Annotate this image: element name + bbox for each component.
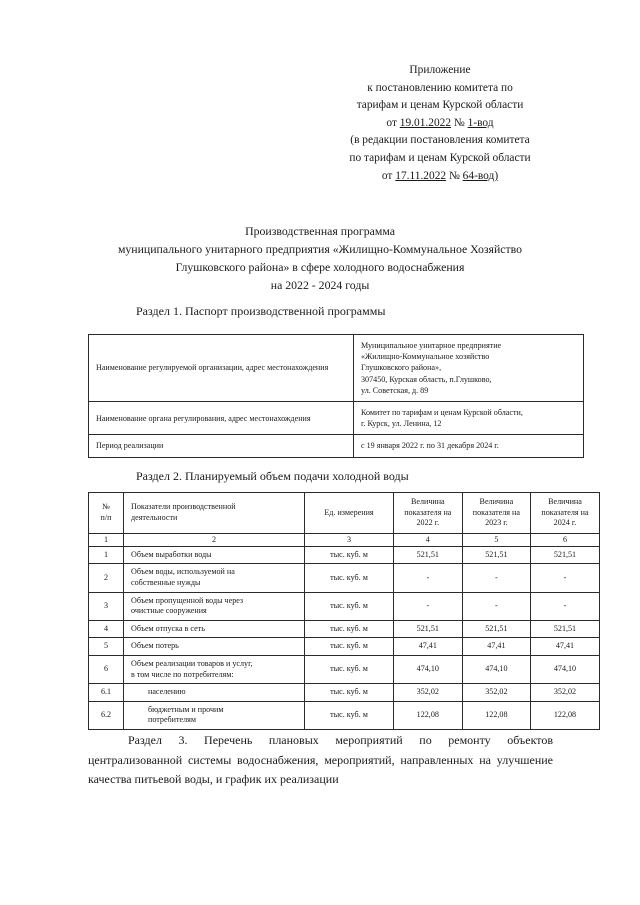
appendix-header [300, 62, 580, 185]
value-cell-2023: 352,02 [462, 684, 531, 702]
value-cell-2024: 352,02 [531, 684, 600, 702]
unit-cell: тыс. куб. м [305, 655, 394, 683]
value-cell-2024: 521,51 [531, 546, 600, 564]
value-cell-2022: - [394, 592, 463, 620]
value-cell-2023: - [462, 564, 531, 592]
value-cell-2024: 521,51 [531, 620, 600, 638]
table-row [89, 402, 584, 435]
column-header-2023 [462, 493, 531, 534]
table-row [89, 564, 600, 592]
row-number-cell: 5 [89, 638, 124, 656]
column-header-2022 [394, 493, 463, 534]
indicator-name-line: Объем пропущенной воды через [131, 595, 244, 605]
indicator-name-line: Объем потерь [131, 641, 179, 651]
column-number-cell: 4 [394, 533, 463, 546]
value-cell-2022: 474,10 [394, 655, 463, 683]
column-header-line: Величина [479, 497, 514, 506]
appendix-header-line [300, 97, 580, 115]
appendix-header-line [300, 80, 580, 98]
appendix-header-line [300, 168, 580, 186]
table-row [89, 684, 600, 702]
table-row [89, 655, 600, 683]
underlined-text: 17.11.2022 [395, 169, 447, 182]
row-number-cell: 2 [89, 564, 124, 592]
indicator-name-line: Объем отпуска в сеть [131, 623, 205, 633]
header-text: от [386, 116, 400, 129]
unit-cell: тыс. куб. м [305, 701, 394, 729]
appendix-header-line [300, 115, 580, 133]
section-2-heading: Раздел 2. Планируемый объем подачи холодной воды [136, 469, 409, 483]
value-cell-2022: 521,51 [394, 546, 463, 564]
indicator-name-cell [124, 638, 305, 656]
column-header-line: деятельности [131, 512, 178, 522]
column-header-unit [305, 493, 394, 534]
document-title-line: муниципального унитарного предприятия «Жилищно-Коммунальное Хозяйство [117, 242, 523, 256]
indicator-name-line: бюджетным и прочим [148, 704, 224, 714]
value-cell-2023: 122,08 [462, 701, 531, 729]
header-text: по тарифам и ценам Курской области [349, 151, 531, 164]
column-header-line: показателя на [472, 507, 520, 517]
value-cell-2024: - [531, 564, 600, 592]
value-cell-2022: 122,08 [394, 701, 463, 729]
value-cell-2023: 521,51 [462, 546, 531, 564]
column-number-row [89, 533, 600, 546]
underlined-text: 64-вод) [462, 169, 499, 182]
row-number-cell: 6 [89, 655, 124, 683]
indicator-name-line: населению [148, 687, 186, 697]
table-row [89, 335, 584, 402]
passport-value-cell [354, 435, 584, 457]
underlined-text: 19.01.2022 [399, 116, 452, 129]
column-header-line: Показатели производственной [131, 502, 236, 512]
unit-cell: тыс. куб. м [305, 592, 394, 620]
indicator-name-line: Объем воды, используемой на [131, 567, 235, 577]
passport-value-cell [354, 402, 584, 435]
header-text: № [446, 169, 463, 182]
table-row [89, 435, 584, 457]
column-header-line: Величина [410, 497, 445, 506]
indicator-name-cell [124, 564, 305, 592]
header-text: № [451, 116, 468, 129]
value-cell-2024: 122,08 [531, 701, 600, 729]
indicator-name-cell [124, 701, 305, 729]
table-row [89, 701, 600, 729]
passport-value-line: «Жилищно-Коммунальное хозяйство [361, 352, 490, 362]
indicator-name-line: потребителям [148, 715, 197, 725]
row-number-cell: 4 [89, 620, 124, 638]
table-header-row [89, 493, 600, 534]
table-row [89, 638, 600, 656]
row-number-cell: 6.1 [89, 684, 124, 702]
passport-label-cell: Наименование органа регулирования, адрес местонахождения [89, 402, 354, 435]
column-number-cell: 6 [531, 533, 600, 546]
passport-value-line: г. Курск, ул. Ленина, 12 [361, 419, 442, 429]
row-number-cell: 3 [89, 592, 124, 620]
table-row [89, 546, 600, 564]
table-row [89, 592, 600, 620]
passport-value-line: Муниципальное унитарное предприятие [361, 341, 502, 350]
column-header-line: № [102, 502, 110, 512]
value-cell-2024: 474,10 [531, 655, 600, 683]
column-header-line: 2024 г. [553, 518, 577, 528]
appendix-header-line [300, 62, 580, 80]
value-cell-2022: 521,51 [394, 620, 463, 638]
value-cell-2024: - [531, 592, 600, 620]
column-header-2024 [531, 493, 600, 534]
indicator-name-line: Объем реализации товаров и услуг, [131, 658, 253, 668]
unit-cell: тыс. куб. м [305, 620, 394, 638]
header-text: (в редакции постановления комитета [350, 134, 530, 147]
value-cell-2023: 47,41 [462, 638, 531, 656]
value-cell-2023: 474,10 [462, 655, 531, 683]
header-text: тарифам и ценам Курской области [356, 99, 524, 112]
column-number-cell: 3 [305, 533, 394, 546]
column-number-cell: 1 [89, 533, 124, 546]
indicator-name-line: очистные сооружения [131, 606, 207, 616]
passport-value-line: 307450, Курская область, п.Глушково, [361, 374, 492, 384]
table-row [89, 620, 600, 638]
value-cell-2022: - [394, 564, 463, 592]
column-header-line: п/п [100, 512, 112, 522]
unit-cell: тыс. куб. м [305, 638, 394, 656]
header-text: Приложение [409, 64, 471, 76]
appendix-header-line [300, 150, 580, 168]
column-header-number [89, 493, 124, 534]
section-1-heading: Раздел 1. Паспорт производственной программы [136, 304, 386, 318]
section-3-paragraph: Раздел 3. Перечень плановых мероприятий по ремонту объектов централизованной системы водоснабжения, мероприятий, направленных на улучшение качества питьевой воды, и график их реализации [88, 733, 553, 786]
unit-cell: тыс. куб. м [305, 564, 394, 592]
passport-label-cell: Наименование регулируемой организации, адрес местонахождения [89, 335, 354, 402]
row-number-cell: 1 [89, 546, 124, 564]
document-title [40, 222, 600, 294]
column-header-line: 2022 г. [416, 518, 440, 528]
value-cell-2022: 352,02 [394, 684, 463, 702]
column-header-line: Величина [548, 497, 582, 506]
volume-table [88, 492, 600, 730]
header-text: от [381, 169, 396, 182]
column-number-cell: 5 [462, 533, 531, 546]
value-cell-2023: 521,51 [462, 620, 531, 638]
passport-value-line: ул. Советская, д. 89 [361, 385, 429, 395]
passport-value-line: Глушковского района», [361, 363, 442, 373]
column-header-line: 2023 г. [485, 518, 508, 528]
indicator-name-line: Объем выработки воды [131, 549, 212, 559]
header-text: к постановлению комитета по [367, 81, 513, 94]
column-header-line: показателя на [541, 507, 589, 517]
indicator-name-cell [124, 620, 305, 638]
passport-value-line: с 19 января 2022 г. по 31 декабря 2024 г. [361, 441, 499, 451]
document-title-line: Глушковского района» в сфере холодного водоснабжения [175, 260, 465, 274]
document-title-line: на 2022 - 2024 годы [270, 278, 370, 292]
passport-table [88, 334, 584, 458]
underlined-text: 1-вод [467, 116, 494, 129]
value-cell-2022: 47,41 [394, 638, 463, 656]
indicator-name-cell [124, 546, 305, 564]
indicator-name-cell [124, 592, 305, 620]
value-cell-2023: - [462, 592, 531, 620]
appendix-header-line [300, 132, 580, 150]
column-header-indicator [124, 493, 305, 534]
column-header-line: Ед. измерения [324, 507, 374, 517]
indicator-name-line: собственные нужды [131, 577, 201, 587]
passport-value-line: Комитет по тарифам и ценам Курской области, [361, 408, 523, 418]
unit-cell: тыс. куб. м [305, 684, 394, 702]
column-header-line: показателя на [404, 507, 452, 517]
indicator-name-cell [124, 655, 305, 683]
indicator-name-cell [124, 684, 305, 702]
row-number-cell: 6.2 [89, 701, 124, 729]
passport-label-cell: Период реализации [89, 435, 354, 457]
indicator-name-line: в том числе по потребителям: [131, 669, 234, 679]
passport-value-cell [354, 335, 584, 402]
document-title-line: Производственная программа [245, 224, 395, 238]
value-cell-2024: 47,41 [531, 638, 600, 656]
unit-cell: тыс. куб. м [305, 546, 394, 564]
column-number-cell: 2 [124, 533, 305, 546]
